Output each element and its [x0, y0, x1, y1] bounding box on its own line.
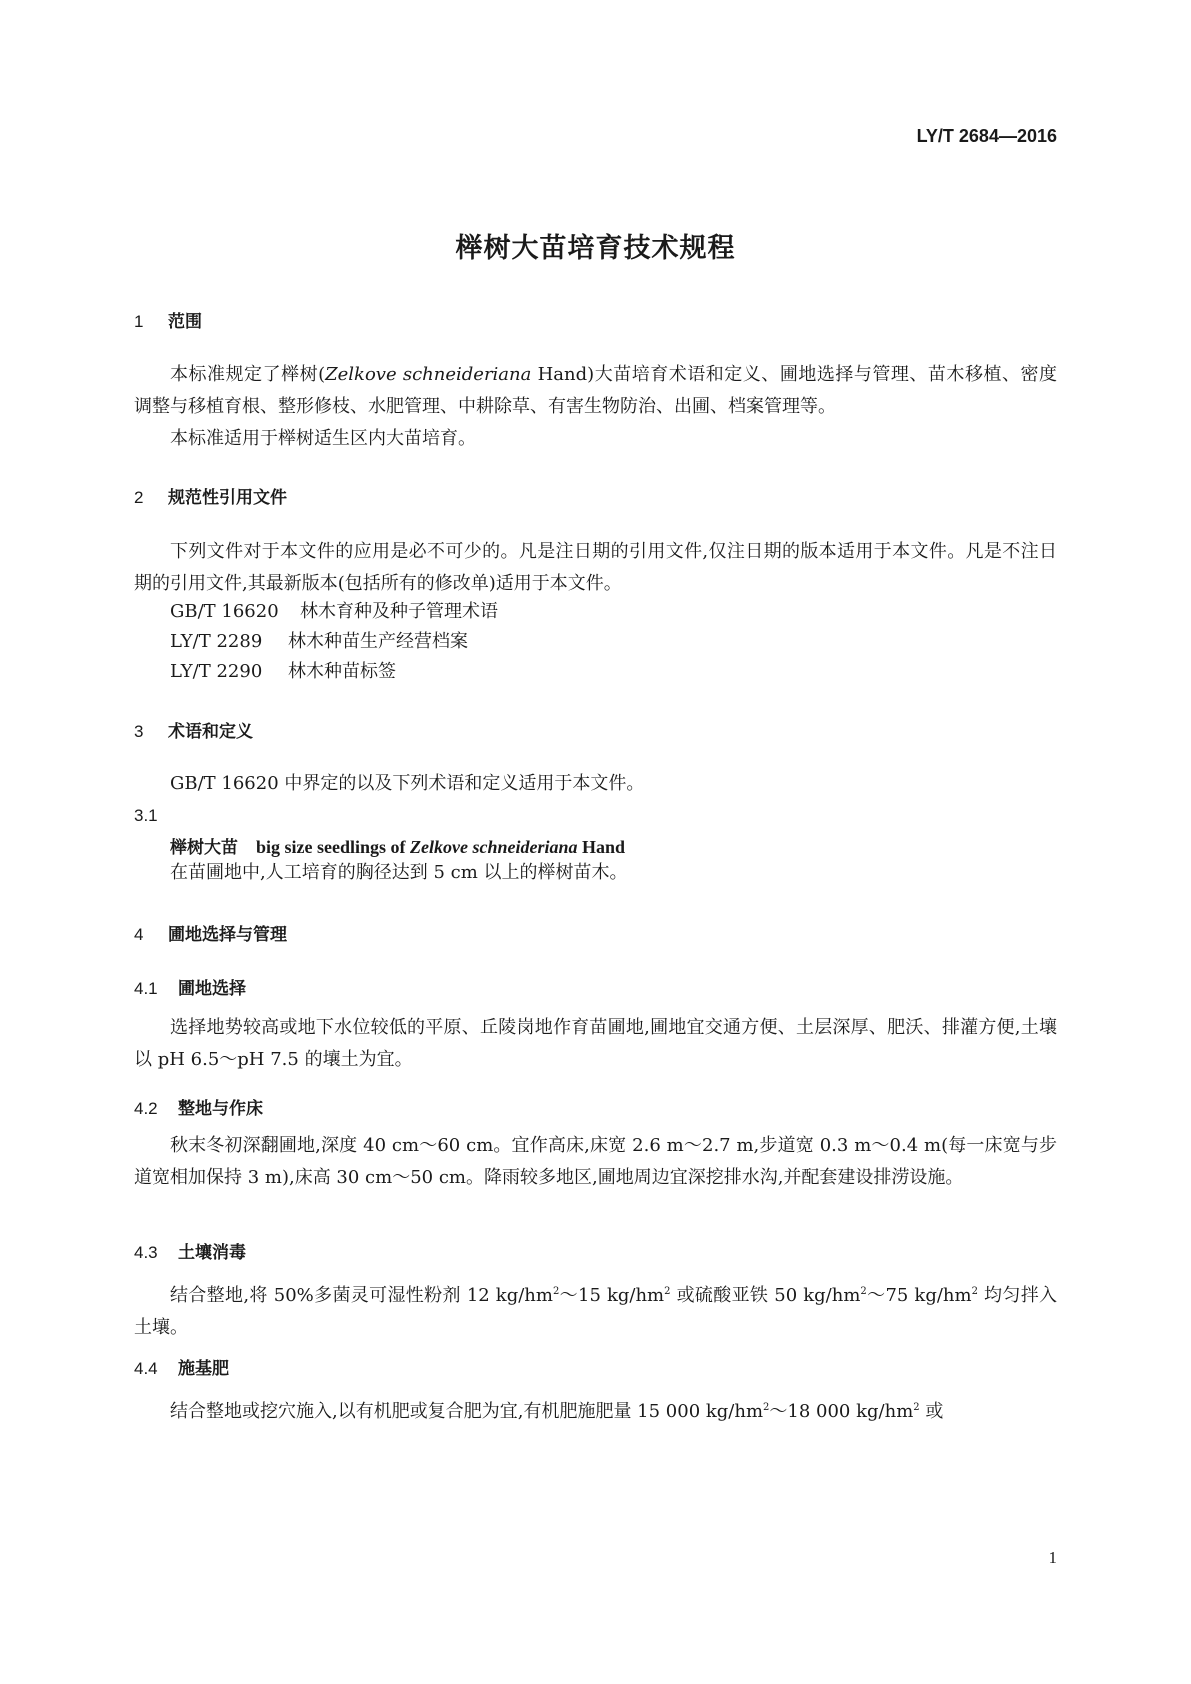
text-run: 结合整地或挖穴施入,以有机肥或复合肥为宜,有机肥施肥量 15 000 kg/hm	[170, 1401, 764, 1422]
subsection-4-4-heading	[134, 1354, 229, 1379]
section-3-heading	[134, 717, 253, 742]
reference-title: 林木种苗标签	[288, 661, 396, 682]
text-run: 本标准规定了榉树(	[170, 364, 326, 385]
section-title: 术语和定义	[168, 722, 253, 742]
page-number: 1	[1048, 1548, 1057, 1567]
paragraph-normative-refs: 下列文件对于本文件的应用是必不可少的。凡是注日期的引用文件,仅注日期的版本适用于本文件。凡是不注日期的引用文件,其最新版本(包括所有的修改单)适用于本文件。	[134, 541, 1057, 594]
section-title: 规范性引用文件	[168, 488, 287, 508]
subsection-number: 4.3	[134, 1243, 158, 1262]
term-entry	[170, 833, 625, 858]
standard-number: LY/T 2684—2016	[916, 126, 1057, 146]
paragraph-base-fertilizer	[134, 1392, 1057, 1428]
reference-title: 林木种苗生产经营档案	[288, 631, 468, 652]
term-chinese: 榉树大苗	[170, 838, 238, 858]
subsection-number: 4.4	[134, 1359, 158, 1378]
subsection-4-3-heading	[134, 1238, 246, 1263]
reference-code: LY/T 2290	[170, 661, 263, 682]
section-number: 3	[134, 722, 144, 741]
text-run: Hand	[577, 837, 626, 857]
term-english	[256, 837, 625, 857]
subsection-title: 土壤消毒	[178, 1243, 246, 1263]
subsection-title: 圃地选择	[178, 979, 246, 999]
text-run: big size seedlings of	[256, 837, 411, 857]
section-4-heading	[134, 920, 287, 945]
latin-name: Zelkove schneideriana	[410, 837, 578, 857]
section-title: 范围	[168, 312, 202, 332]
paragraph-site-selection: 选择地势较高或地下水位较低的平原、丘陵岗地作育苗圃地,圃地宜交通方便、土层深厚、肥沃、排灌方便,土壤以 pH 6.5～pH 7.5 的壤土为宜。	[134, 1017, 1057, 1070]
superscript: 2	[971, 1286, 978, 1297]
paragraph-applicability: 本标准适用于榉树适生区内大苗培育。	[170, 428, 476, 449]
subsection-4-1-heading	[134, 974, 246, 999]
subsection-4-2-heading	[134, 1094, 263, 1119]
section-2-heading	[134, 483, 287, 508]
section-1-heading	[134, 307, 202, 332]
superscript: 2	[664, 1286, 671, 1297]
paragraph-soil-disinfection	[134, 1276, 1057, 1344]
text-run: 均匀拌入土壤。	[134, 1285, 1058, 1338]
term-number: 3.1	[134, 806, 158, 825]
subsection-title: 施基肥	[178, 1359, 229, 1379]
text-run: Hand)大苗培育术语和定义、圃地选择与管理、苗木移植、密度调整与移植育根、整形修枝、水肥管理、中耕除草、有害生物防治、出圃、档案管理等。	[134, 364, 1057, 417]
document-title: 榉树大苗培育技术规程	[455, 233, 736, 264]
superscript: 2	[860, 1286, 867, 1297]
text-run: ～15 kg/hm	[559, 1285, 665, 1306]
superscript: 2	[913, 1402, 920, 1413]
reference-code: GB/T 16620	[170, 601, 279, 622]
reference-title: 林木育种及种子管理术语	[300, 601, 498, 622]
term-definition: 在苗圃地中,人工培育的胸径达到 5 cm 以上的榉树苗木。	[170, 862, 628, 883]
section-number: 4	[134, 925, 144, 944]
paragraph-land-prep: 秋末冬初深翻圃地,深度 40 cm～60 cm。宜作高床,床宽 2.6 m～2.7 m,步道宽 0.3 m～0.4 m(每一床宽与步道宽相加保持 3 m),床高 30 cm～50 cm。降雨较多地区,圃地周边宜深挖排水沟,并配套建设排涝设施。	[134, 1135, 1057, 1188]
reference-item	[170, 626, 468, 658]
text-run: 或	[919, 1401, 944, 1422]
text-run: 或硫酸亚铁 50 kg/hm	[670, 1285, 861, 1306]
section-number: 1	[134, 312, 144, 331]
reference-code: LY/T 2289	[170, 631, 263, 652]
reference-item	[170, 656, 396, 688]
subsection-number: 4.2	[134, 1099, 158, 1118]
subsection-number: 4.1	[134, 979, 158, 998]
section-number: 2	[134, 488, 144, 507]
text-run: ～75 kg/hm	[866, 1285, 972, 1306]
paragraph-terms-intro: GB/T 16620 中界定的以及下列术语和定义适用于本文件。	[170, 773, 645, 794]
paragraph-scope	[134, 359, 1057, 423]
subsection-title: 整地与作床	[178, 1099, 263, 1119]
superscript: 2	[763, 1402, 770, 1413]
text-run: 结合整地,将 50%多菌灵可湿性粉剂 12 kg/hm	[170, 1285, 553, 1306]
superscript: 2	[552, 1286, 560, 1297]
latin-name: Zelkove schneideriana	[325, 364, 532, 385]
reference-item	[170, 596, 498, 628]
section-title: 圃地选择与管理	[168, 925, 287, 945]
text-run: ～18 000 kg/hm	[769, 1401, 914, 1422]
